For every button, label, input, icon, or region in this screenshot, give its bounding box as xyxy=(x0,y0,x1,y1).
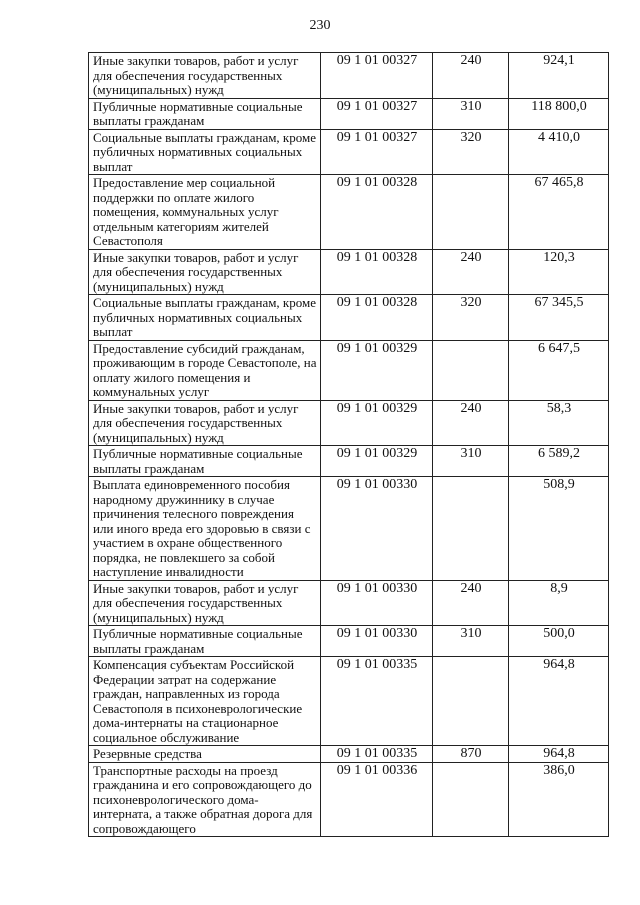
row-amount: 386,0 xyxy=(509,762,609,837)
row-name: Компенсация субъектам Российской Федерации затрат на содержание граждан, направленных из города Севастополя в психоневрологические дома-интернаты на стационарное социальное обслуживание xyxy=(89,657,321,746)
row-amount: 6 589,2 xyxy=(509,446,609,477)
row-name: Социальные выплаты гражданам, кроме публичных нормативных социальных выплат xyxy=(89,129,321,175)
table-row xyxy=(89,295,609,341)
row-name: Иные закупки товаров, работ и услуг для обеспечения государственных (муниципальных) нужд xyxy=(89,249,321,295)
row-code: 09 1 01 00329 xyxy=(321,340,433,400)
row-name: Публичные нормативные социальные выплаты гражданам xyxy=(89,98,321,129)
row-type: 320 xyxy=(433,129,509,175)
row-amount: 118 800,0 xyxy=(509,98,609,129)
row-code: 09 1 01 00328 xyxy=(321,249,433,295)
row-type: 310 xyxy=(433,446,509,477)
row-type: 240 xyxy=(433,53,509,99)
row-type: 870 xyxy=(433,746,509,763)
table-row xyxy=(89,400,609,446)
budget-table xyxy=(88,52,609,837)
row-amount: 924,1 xyxy=(509,53,609,99)
table-row xyxy=(89,762,609,837)
table-row xyxy=(89,249,609,295)
row-amount: 964,8 xyxy=(509,657,609,746)
row-type xyxy=(433,340,509,400)
table-row xyxy=(89,580,609,626)
row-code: 09 1 01 00330 xyxy=(321,477,433,581)
row-amount: 6 647,5 xyxy=(509,340,609,400)
row-code: 09 1 01 00327 xyxy=(321,98,433,129)
row-amount: 8,9 xyxy=(509,580,609,626)
row-amount: 120,3 xyxy=(509,249,609,295)
row-type: 240 xyxy=(433,249,509,295)
row-amount: 58,3 xyxy=(509,400,609,446)
row-name: Предоставление субсидий гражданам, проживающим в городе Севастополе, на оплату жилого помещения и коммунальных услуг xyxy=(89,340,321,400)
row-code: 09 1 01 00330 xyxy=(321,626,433,657)
table-row xyxy=(89,626,609,657)
row-name: Социальные выплаты гражданам, кроме публичных нормативных социальных выплат xyxy=(89,295,321,341)
row-code: 09 1 01 00336 xyxy=(321,762,433,837)
row-name: Иные закупки товаров, работ и услуг для обеспечения государственных (муниципальных) нужд xyxy=(89,400,321,446)
row-name: Иные закупки товаров, работ и услуг для обеспечения государственных (муниципальных) нужд xyxy=(89,580,321,626)
row-type xyxy=(433,657,509,746)
row-amount: 67 465,8 xyxy=(509,175,609,250)
row-code: 09 1 01 00328 xyxy=(321,175,433,250)
row-name: Транспортные расходы на проезд гражданина и его сопровождающего до психоневрологического дома-интерната, а также обратная дорога для сопровождающего xyxy=(89,762,321,837)
row-name: Резервные средства xyxy=(89,746,321,763)
row-code: 09 1 01 00329 xyxy=(321,446,433,477)
row-type: 240 xyxy=(433,580,509,626)
row-type xyxy=(433,762,509,837)
row-code: 09 1 01 00330 xyxy=(321,580,433,626)
table-row xyxy=(89,53,609,99)
row-type: 310 xyxy=(433,626,509,657)
row-code: 09 1 01 00328 xyxy=(321,295,433,341)
row-amount: 500,0 xyxy=(509,626,609,657)
row-amount: 964,8 xyxy=(509,746,609,763)
table-row xyxy=(89,129,609,175)
row-name: Иные закупки товаров, работ и услуг для обеспечения государственных (муниципальных) нужд xyxy=(89,53,321,99)
table-row xyxy=(89,98,609,129)
row-type: 320 xyxy=(433,295,509,341)
table-row xyxy=(89,446,609,477)
row-code: 09 1 01 00327 xyxy=(321,129,433,175)
row-code: 09 1 01 00335 xyxy=(321,746,433,763)
row-type: 310 xyxy=(433,98,509,129)
row-amount: 67 345,5 xyxy=(509,295,609,341)
row-type xyxy=(433,477,509,581)
table-row xyxy=(89,657,609,746)
row-name: Выплата единовременного пособия народному дружиннику в случае причинения телесного повреждения или иного вреда его здоровью в связи с участием в охране общественного порядка, не повлекшего за собой наступление инвалидности xyxy=(89,477,321,581)
table-row xyxy=(89,477,609,581)
table-row xyxy=(89,340,609,400)
row-amount: 4 410,0 xyxy=(509,129,609,175)
table-row xyxy=(89,746,609,763)
row-name: Публичные нормативные социальные выплаты гражданам xyxy=(89,446,321,477)
row-code: 09 1 01 00335 xyxy=(321,657,433,746)
row-name: Предоставление мер социальной поддержки по оплате жилого помещения, коммунальных услуг отдельным категориям жителей Севастополя xyxy=(89,175,321,250)
row-type xyxy=(433,175,509,250)
row-code: 09 1 01 00329 xyxy=(321,400,433,446)
row-type: 240 xyxy=(433,400,509,446)
table-row xyxy=(89,175,609,250)
row-code: 09 1 01 00327 xyxy=(321,53,433,99)
row-amount: 508,9 xyxy=(509,477,609,581)
row-name: Публичные нормативные социальные выплаты гражданам xyxy=(89,626,321,657)
page-number: 230 xyxy=(309,18,331,33)
